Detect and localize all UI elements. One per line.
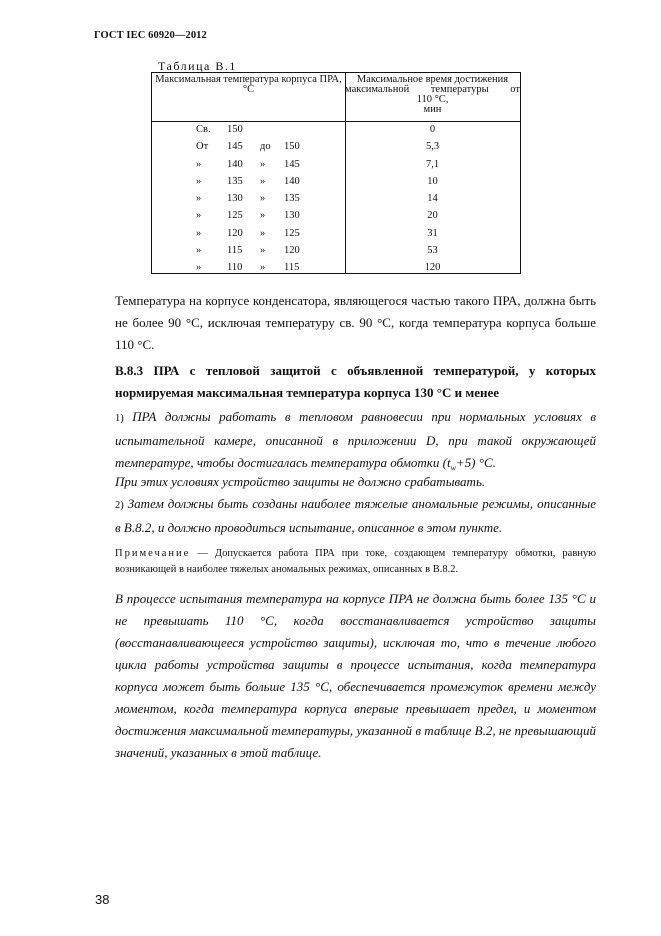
row-time: 20	[427, 210, 438, 222]
page-number: 38	[95, 892, 110, 907]
row-upper-bound: 140	[284, 175, 300, 187]
list-item-1-text-end: +5) °С.	[455, 455, 496, 470]
paragraph-no-operation: При этих условиях устройство защиты не должно срабатывать.	[115, 474, 486, 489]
list-item-2	[115, 493, 596, 539]
table-caption: Таблица В.1	[158, 59, 237, 73]
row-separator: »	[260, 227, 266, 239]
header-time-line4: мин	[423, 104, 442, 115]
table-row	[152, 138, 520, 155]
row-separator: »	[260, 262, 266, 274]
row-time: 53	[427, 245, 438, 257]
row-prefix: »	[196, 193, 202, 205]
table-header-time	[345, 75, 520, 115]
row-lower-bound: 145	[227, 141, 243, 153]
table-row	[152, 259, 520, 276]
row-upper-bound: 135	[284, 193, 300, 205]
table-row	[152, 190, 520, 207]
row-time: 10	[427, 175, 438, 187]
row-prefix: »	[196, 158, 202, 170]
row-upper-bound: 120	[284, 245, 300, 257]
temperature-table	[151, 72, 521, 274]
table-row	[152, 173, 520, 190]
row-prefix: »	[196, 227, 202, 239]
row-prefix: »	[196, 245, 202, 257]
row-lower-bound: 115	[227, 245, 243, 257]
row-lower-bound: 135	[227, 175, 243, 187]
row-time: 120	[424, 262, 441, 274]
row-separator: »	[260, 210, 266, 222]
paragraph-test-conditions: В процессе испытания температура на корпусе ПРА не должна быть более 135 °С и не превышать 110 °С, когда восстанавливается устройство защиты (восстанавливающееся устройство защиты), исключая то, что в течение любого цикла работы устройства защиты в процессе испытания, когда температура корпуса может быть больше 135 °С, обеспечивается промежуток времени между моментом, когда температура корпуса впервые превышает предел, и моментом достижения максимальной температуры, указанной в таблице В.2, не превышающий значений, указанных в этой таблице.	[115, 591, 596, 760]
row-prefix: Св.	[196, 124, 211, 135]
table-row	[152, 121, 520, 138]
row-upper-bound: 150	[284, 141, 300, 153]
row-lower-bound: 125	[227, 210, 243, 222]
list-item-1-text: ПРА должны работать в тепловом равновесии при нормальных условиях в испытательной камере, описанной в приложении D, при такой окружающей температуре, чтобы достигалась температура обмотки (t	[115, 409, 596, 470]
section-heading-b83: В.8.3 ПРА с тепловой защитой с объявленной температурой, у которых нормируемая максимальная температура корпуса 130 °С и менее	[115, 363, 596, 400]
row-prefix: От	[196, 141, 209, 153]
row-lower-bound: 130	[227, 193, 243, 205]
header-time-line2-a: максимальной	[345, 84, 410, 95]
table-row	[152, 225, 520, 242]
document-code: ГОСТ IEC 60920—2012	[94, 30, 207, 41]
row-upper-bound: 115	[284, 262, 300, 274]
header-time-line2-c: от	[510, 84, 520, 95]
header-time-line3: 110 °С,	[416, 94, 449, 105]
row-prefix: »	[196, 175, 202, 187]
row-time: 14	[427, 193, 438, 205]
table-row	[152, 207, 520, 224]
row-separator: »	[260, 158, 266, 170]
row-separator: »	[260, 193, 266, 205]
row-lower-bound: 110	[227, 262, 243, 274]
row-upper-bound: 145	[284, 158, 300, 170]
note-text: — Допускается работа ПРА при токе, создающем температуру обмотки, равную возникающей в наиболее тяжелых аномальных режимах, описанных в В.8.2.	[115, 548, 596, 575]
row-time: 7,1	[425, 158, 440, 170]
list-item-1-subscript: w	[450, 463, 456, 473]
paragraph-capacitor-temperature: Температура на корпусе конденсатора, являющегося частью такого ПРА, должна быть не более 90 °С, исключая температуру св. 90 °С, когда температура корпуса больше 110 °С.	[115, 293, 596, 352]
header-time-line1: Максимальное время достижения	[356, 74, 509, 85]
list-item-1	[115, 406, 596, 480]
row-lower-bound: 140	[227, 158, 243, 170]
row-prefix: »	[196, 210, 202, 222]
list-item-2-text: Затем должны быть созданы наиболее тяжелые аномальные режимы, описанные в В.8.2, и должно проводиться испытание, описанное в этом пункте.	[115, 496, 597, 535]
row-separator: »	[260, 175, 266, 187]
row-separator: »	[260, 245, 266, 257]
table-header-temperature: Максимальная температура корпуса ПРА, °С	[155, 74, 342, 95]
header-time-line2-b: температуры	[430, 84, 489, 95]
table-body	[152, 121, 520, 277]
row-time: 31	[427, 227, 438, 239]
row-lower-bound: 150	[227, 124, 243, 135]
row-separator: до	[260, 141, 271, 153]
note-label: Примечание	[115, 548, 191, 559]
row-prefix: »	[196, 262, 202, 274]
row-upper-bound: 130	[284, 210, 300, 222]
row-upper-bound: 125	[284, 227, 300, 239]
table-row	[152, 156, 520, 173]
note-block	[115, 546, 596, 578]
row-time: 5,3	[425, 141, 440, 153]
list-item-1-number: 1)	[115, 413, 124, 424]
row-lower-bound: 120	[227, 227, 243, 239]
table-row	[152, 242, 520, 259]
row-time: 0	[429, 124, 436, 135]
list-item-2-number: 2)	[115, 500, 124, 511]
